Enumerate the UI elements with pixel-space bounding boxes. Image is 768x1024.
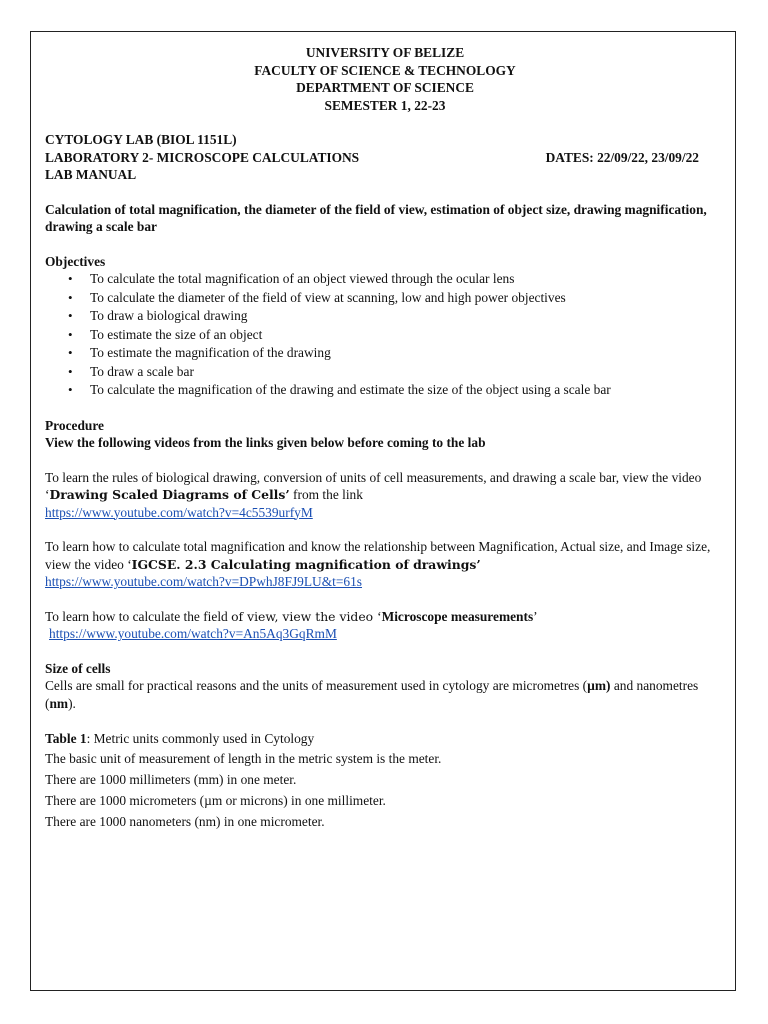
size-of-cells-text — [45, 677, 725, 712]
table1-line: There are 1000 micrometers (µm or microns) in one millimeter. — [45, 793, 386, 808]
video-paragraph-2 — [45, 538, 725, 573]
objectives-title: Objectives — [45, 253, 106, 269]
list-item: • To draw a scale bar — [90, 363, 725, 382]
list-item: • To estimate the magnification of the drawing — [90, 344, 725, 363]
procedure-subtitle: View the following videos from the links given below before coming to the lab — [45, 435, 486, 450]
university-header — [45, 44, 725, 114]
video-link-1[interactable]: https://www.youtube.com/watch?v=4c5539urfyM — [45, 504, 313, 520]
quote-mark: ‘ — [127, 556, 132, 572]
video-title: Drawing Scaled Diagrams of Cells’ — [49, 487, 290, 502]
list-item: • To draw a biological drawing — [90, 307, 725, 326]
objectives-list — [45, 270, 725, 400]
lab-title: LABORATORY 2- MICROSCOPE CALCULATIONS — [45, 149, 360, 165]
document-body — [45, 44, 725, 832]
table1-label: Table 1 — [45, 731, 87, 746]
lab-manual-label: LAB MANUAL — [45, 167, 137, 182]
video-text: To learn the rules of biological drawing, conversion of units of cell measurements, and drawing a scale bar, view the video — [45, 469, 702, 485]
video-text-after: ’ — [533, 608, 538, 624]
section-heading: Calculation of total magnification, the diameter of the field of view, estimation of object size, drawing magnification, drawing a scale bar — [45, 201, 707, 234]
lab-line — [45, 149, 725, 167]
size-of-cells-title: Size of cells — [45, 660, 111, 676]
unit-um: µm) — [587, 678, 611, 693]
body-text: Cells are small for practical reasons and the units of measurement used in cytology are micrometres ( — [45, 678, 588, 693]
table1-caption: : Metric units commonly used in Cytology — [86, 731, 315, 746]
video-paragraph-3 — [45, 608, 725, 626]
header-faculty: FACULTY OF SCIENCE & TECHNOLOGY — [254, 62, 516, 78]
table1-block — [45, 729, 725, 832]
list-item: • To calculate the magnification of the drawing and estimate the size of the object using a scale bar — [90, 381, 725, 400]
unit-nm: nm — [49, 695, 69, 711]
lab-dates: DATES: 22/09/22, 23/09/22 — [545, 149, 699, 165]
list-item: • To calculate the diameter of the field of view at scanning, low and high power objectives — [90, 289, 725, 308]
video-link-2[interactable]: https://www.youtube.com/watch?v=DPwhJ8FJ9LU&t=61s — [45, 574, 363, 589]
video-text: of view, view the video — [231, 608, 378, 624]
quote-mark: ‘ — [45, 487, 50, 502]
list-item: • To estimate the size of an object — [90, 326, 725, 345]
video-text: To learn how to calculate the field — [45, 608, 232, 624]
header-university: UNIVERSITY OF BELIZE — [305, 45, 465, 60]
procedure-title: Procedure — [45, 417, 105, 433]
header-department: DEPARTMENT OF SCIENCE — [296, 80, 474, 95]
body-text: ). — [68, 695, 76, 711]
course-title: CYTOLOGY LAB (BIOL 1151L) — [45, 132, 237, 147]
quote-mark: ‘ — [377, 608, 382, 624]
video-text-after: from the link — [289, 487, 363, 502]
video-paragraph-1 — [45, 469, 725, 504]
video-text: To learn how to calculate total magnification and know the relationship between Magnification, Actual size, and Image size, view the video — [45, 539, 711, 572]
table1-line: There are 1000 nanometers (nm) in one micrometer. — [45, 814, 325, 829]
table1-line: The basic unit of measurement of length in the metric system is the meter. — [45, 751, 442, 766]
header-semester: SEMESTER 1, 22-23 — [324, 97, 446, 113]
video-title: IGCSE. 2.3 Calculating magnification of drawings’ — [131, 556, 481, 572]
table1-line: There are 1000 millimeters (mm) in one meter. — [45, 772, 297, 787]
video-link-3[interactable]: https://www.youtube.com/watch?v=An5Aq3GqRmM — [49, 626, 337, 641]
body-text: and nanometres ( — [45, 678, 699, 711]
video-title: Microscope measurements — [381, 608, 534, 624]
list-item: • To calculate the total magnification of an object viewed through the ocular lens — [90, 270, 725, 289]
